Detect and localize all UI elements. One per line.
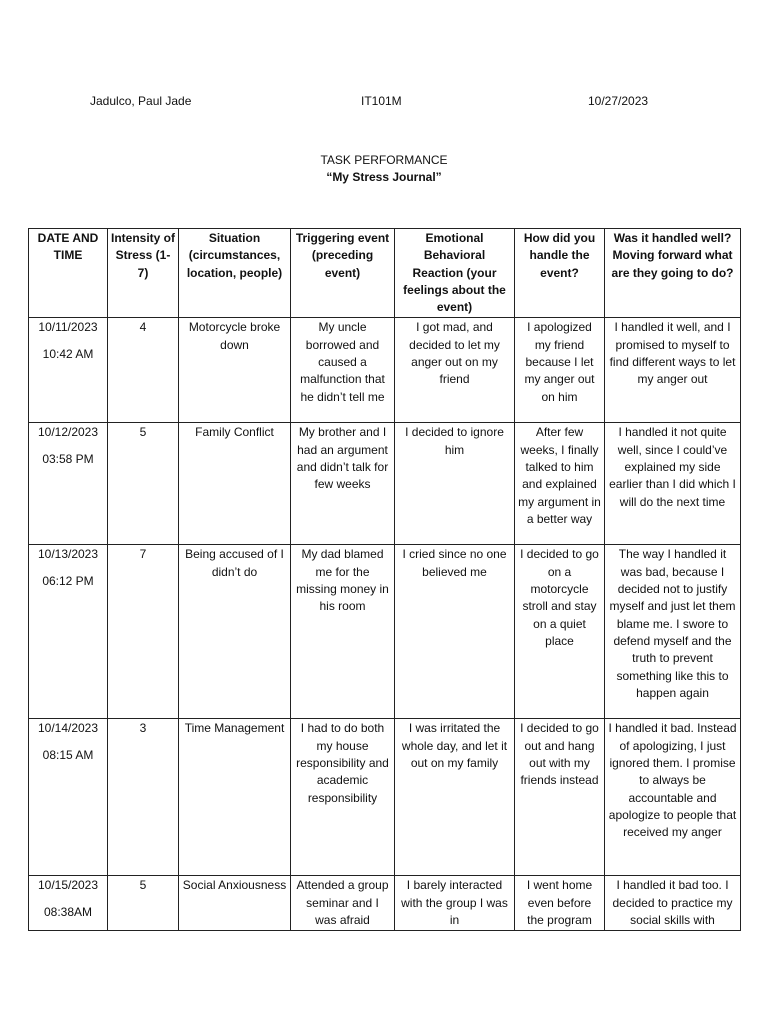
table-row: [29, 876, 741, 931]
moving-forward-cell: The way I handled it was bad, because I decided not to justify myself and just let them blame me. I swore to defend myself and the truth to prevent something like this to happen again: [605, 545, 741, 719]
column-header-handled: How did you handle the event?: [515, 229, 605, 318]
date-time-cell: [29, 423, 108, 545]
moving-forward-cell: I handled it well, and I promised to myself to find different ways to let my anger out: [605, 318, 741, 423]
situation-cell: Being accused of I didn’t do: [179, 545, 291, 719]
entry-time: 03:58 PM: [42, 451, 94, 466]
table-row: [29, 423, 741, 545]
handled-cell: After few weeks, I finally talked to him and explained my argument in a better way: [515, 423, 605, 545]
intensity-cell: 5: [108, 423, 179, 545]
reaction-cell: I barely interacted with the group I was in: [395, 876, 515, 931]
entry-time: 06:12 PM: [42, 573, 94, 588]
moving-forward-cell: I handled it bad. Instead of apologizing, I just ignored them. I promise to always be accountable and apologize to people that received my anger: [605, 719, 741, 876]
handled-cell: I went home even before the program: [515, 876, 605, 931]
entry-date: 10/11/2023: [38, 320, 98, 335]
entry-date: 10/13/2023: [37, 547, 99, 562]
trigger-cell: My uncle borrowed and caused a malfunction that he didn’t tell me: [291, 318, 395, 423]
trigger-cell: I had to do both my house responsibility and academic responsibility: [291, 719, 395, 876]
moving-forward-cell: I handled it bad too. I decided to practice my social skills with: [605, 876, 741, 931]
reaction-cell: I cried since no one believed me: [395, 545, 515, 719]
column-header-reaction: Emotional Behavioral Reaction (your feelings about the event): [395, 229, 515, 318]
table-row: [29, 719, 741, 876]
date-time-cell: [29, 719, 108, 876]
column-header-moving-forward: Was it handled well? Moving forward what are they going to do?: [605, 229, 741, 318]
trigger-cell: My dad blamed me for the missing money in his room: [291, 545, 395, 719]
entry-time: 10:42 AM: [42, 346, 94, 361]
stress-journal-table: [28, 228, 741, 931]
reaction-cell: I was irritated the whole day, and let it out on my family: [395, 719, 515, 876]
table-header-row: [29, 229, 741, 318]
situation-cell: Time Management: [179, 719, 291, 876]
column-header-situation: Situation (circumstances, location, people): [179, 229, 291, 318]
intensity-cell: 4: [108, 318, 179, 423]
document-subtitle: “My Stress Journal”: [326, 170, 442, 184]
situation-cell: Family Conflict: [179, 423, 291, 545]
course-code: IT101M: [361, 94, 402, 108]
table-row: [29, 545, 741, 719]
entry-time: 08:38AM: [43, 904, 93, 919]
entry-date: 10/12/2023: [37, 425, 99, 440]
entry-time: 08:15 AM: [42, 747, 94, 762]
situation-cell: Motorcycle broke down: [179, 318, 291, 423]
student-name: Jadulco, Paul Jade: [90, 94, 192, 108]
column-header-trigger: Triggering event (preceding event): [291, 229, 395, 318]
intensity-cell: 3: [108, 719, 179, 876]
moving-forward-cell: I handled it not quite well, since I could’ve explained my side earlier than I did which I will do the next time: [605, 423, 741, 545]
intensity-cell: 5: [108, 876, 179, 931]
document-header: [0, 94, 768, 112]
column-header-date-time: DATE AND TIME: [29, 229, 108, 318]
reaction-cell: I got mad, and decided to let my anger out on my friend: [395, 318, 515, 423]
situation-cell: Social Anxiousness: [179, 876, 291, 931]
entry-date: 10/14/2023: [37, 721, 99, 736]
trigger-cell: Attended a group seminar and I was afraid: [291, 876, 395, 931]
column-header-intensity: Intensity of Stress (1-7): [108, 229, 179, 318]
entry-date: 10/15/2023: [37, 878, 99, 893]
reaction-cell: I decided to ignore him: [395, 423, 515, 545]
handled-cell: I apologized my friend because I let my anger out on him: [515, 318, 605, 423]
trigger-cell: My brother and I had an argument and didn’t talk for few weeks: [291, 423, 395, 545]
document-heading: TASK PERFORMANCE: [320, 153, 448, 167]
handled-cell: I decided to go on a motorcycle stroll and stay on a quiet place: [515, 545, 605, 719]
table-row: [29, 318, 741, 423]
date-time-cell: [29, 876, 108, 931]
handled-cell: I decided to go out and hang out with my friends instead: [515, 719, 605, 876]
date-time-cell: [29, 545, 108, 719]
title-block: [0, 152, 768, 186]
submission-date: 10/27/2023: [588, 94, 649, 108]
intensity-cell: 7: [108, 545, 179, 719]
date-time-cell: [29, 318, 108, 423]
